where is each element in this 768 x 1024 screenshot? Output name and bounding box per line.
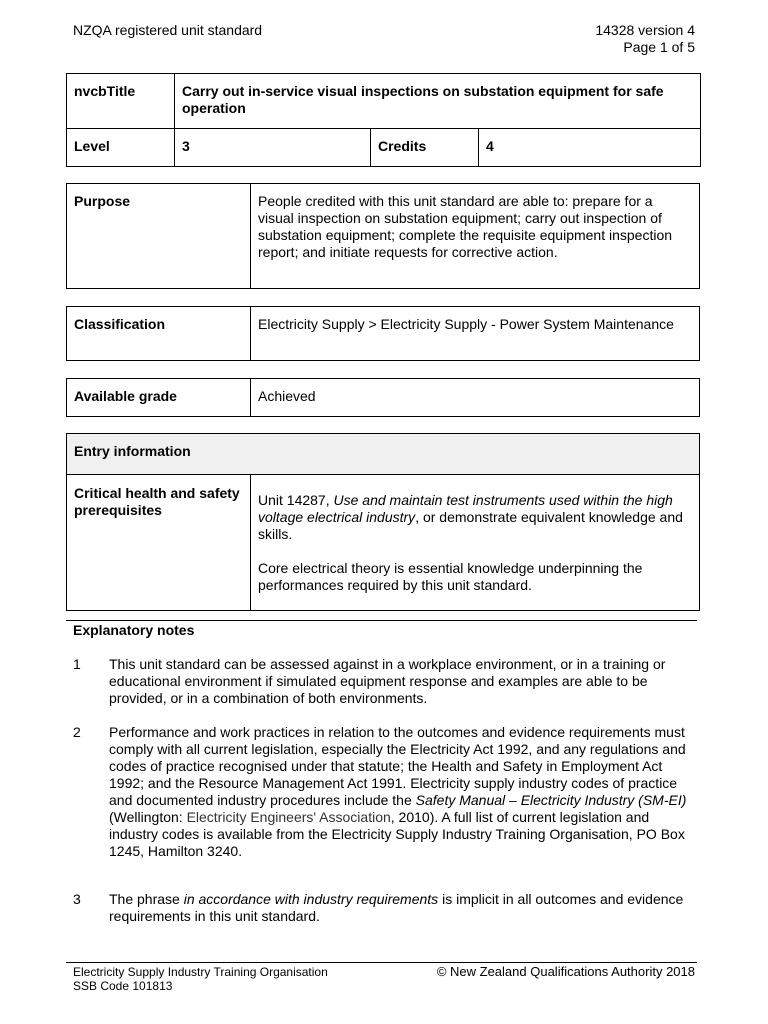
note-number: 1 (73, 656, 81, 672)
entry-information-header: Entry information (67, 434, 700, 475)
title-value: Carry out in-service visual inspections on substation equipment for safe operation (175, 74, 701, 129)
grade-table (66, 378, 700, 417)
footer-organisation (73, 965, 328, 993)
prerequisites-label: Critical health and safety prerequisites (67, 475, 251, 611)
note-text: This unit standard can be assessed against in a workplace environment, or in a training or educational environment if simulated equipment response and examples are able to be provided, or in a combination of both environments. (109, 656, 666, 706)
note-number: 3 (73, 891, 81, 907)
document-header-version (595, 22, 695, 56)
section-divider (66, 620, 697, 621)
level-value: 3 (175, 129, 371, 167)
purpose-text: People credited with this unit standard are able to: prepare for a visual inspection on substation equipment; carry out inspection of substation equipment; complete the requisite equipment inspection report; and initiate requests for corrective action. (251, 184, 700, 289)
credits-label: Credits (371, 129, 479, 167)
note-text: The phrase in accordance with industry requirements is implicit in all outcomes and evidence requirements in this unit standard. (109, 891, 684, 924)
unit-14287-title: Use and maintain test instruments used within the high voltage electrical industry (258, 492, 673, 525)
level-label: Level (67, 129, 175, 167)
credits-value: 4 (479, 129, 701, 167)
classification-text: Electricity Supply > Electricity Supply - Power System Maintenance (251, 307, 700, 361)
prerequisites-text (251, 475, 700, 611)
note-number: 2 (73, 724, 81, 740)
footer-ssb-code: SSB Code 101813 (73, 979, 173, 993)
classification-label: Classification (67, 307, 251, 361)
purpose-table (66, 183, 700, 289)
footer-org-name: Electricity Supply Industry Training Organisation (73, 965, 328, 979)
page-number: Page 1 of 5 (623, 39, 695, 55)
document-header-title: NZQA registered unit standard (73, 22, 263, 38)
explanatory-notes-title: Explanatory notes (73, 622, 195, 638)
note-text: Performance and work practices in relation to the outcomes and evidence requirements must comply with all current legislation, especially the Electricity Act 1992, and any regulations and codes of practice recognised under that statute; the Health and Safety in Employment Act 1992; and the Resource Management Act 1991. Electricity supply industry codes of practice and documented industry procedures include the Safety Manual – Electricity Industry (SM-EI) (Wellington: Electricity Engineers' Association, 2010). A full list of current legislation and industry codes is available from the Electricity Supply Industry Training Organisation, PO Box 1245, Hamilton 3240. (109, 724, 687, 859)
prerequisites-paragraph-1: Unit 14287, Use and maintain test instruments used within the high voltage electrical industry, or demonstrate equivalent knowledge and skills. (258, 492, 683, 542)
footer-divider (66, 962, 697, 963)
prerequisites-paragraph-2: Core electrical theory is essential knowledge underpinning the performances required by this unit standard. (258, 560, 643, 593)
grade-value: Achieved (251, 379, 700, 417)
safety-manual-title: Safety Manual – Electricity Industry (SM-EI) (415, 792, 687, 808)
purpose-label: Purpose (67, 184, 251, 289)
entry-information-table (66, 433, 700, 611)
classification-table (66, 306, 700, 361)
unit-version: 14328 version 4 (595, 22, 695, 38)
footer-copyright: © New Zealand Qualifications Authority 2018 (436, 964, 695, 979)
title-label: nvcbTitle (67, 74, 175, 129)
grade-label: Available grade (67, 379, 251, 417)
title-table (66, 73, 701, 167)
organisation-name: Electricity Engineers' Association (186, 809, 391, 825)
industry-requirements-phrase: in accordance with industry requirements (183, 891, 439, 907)
